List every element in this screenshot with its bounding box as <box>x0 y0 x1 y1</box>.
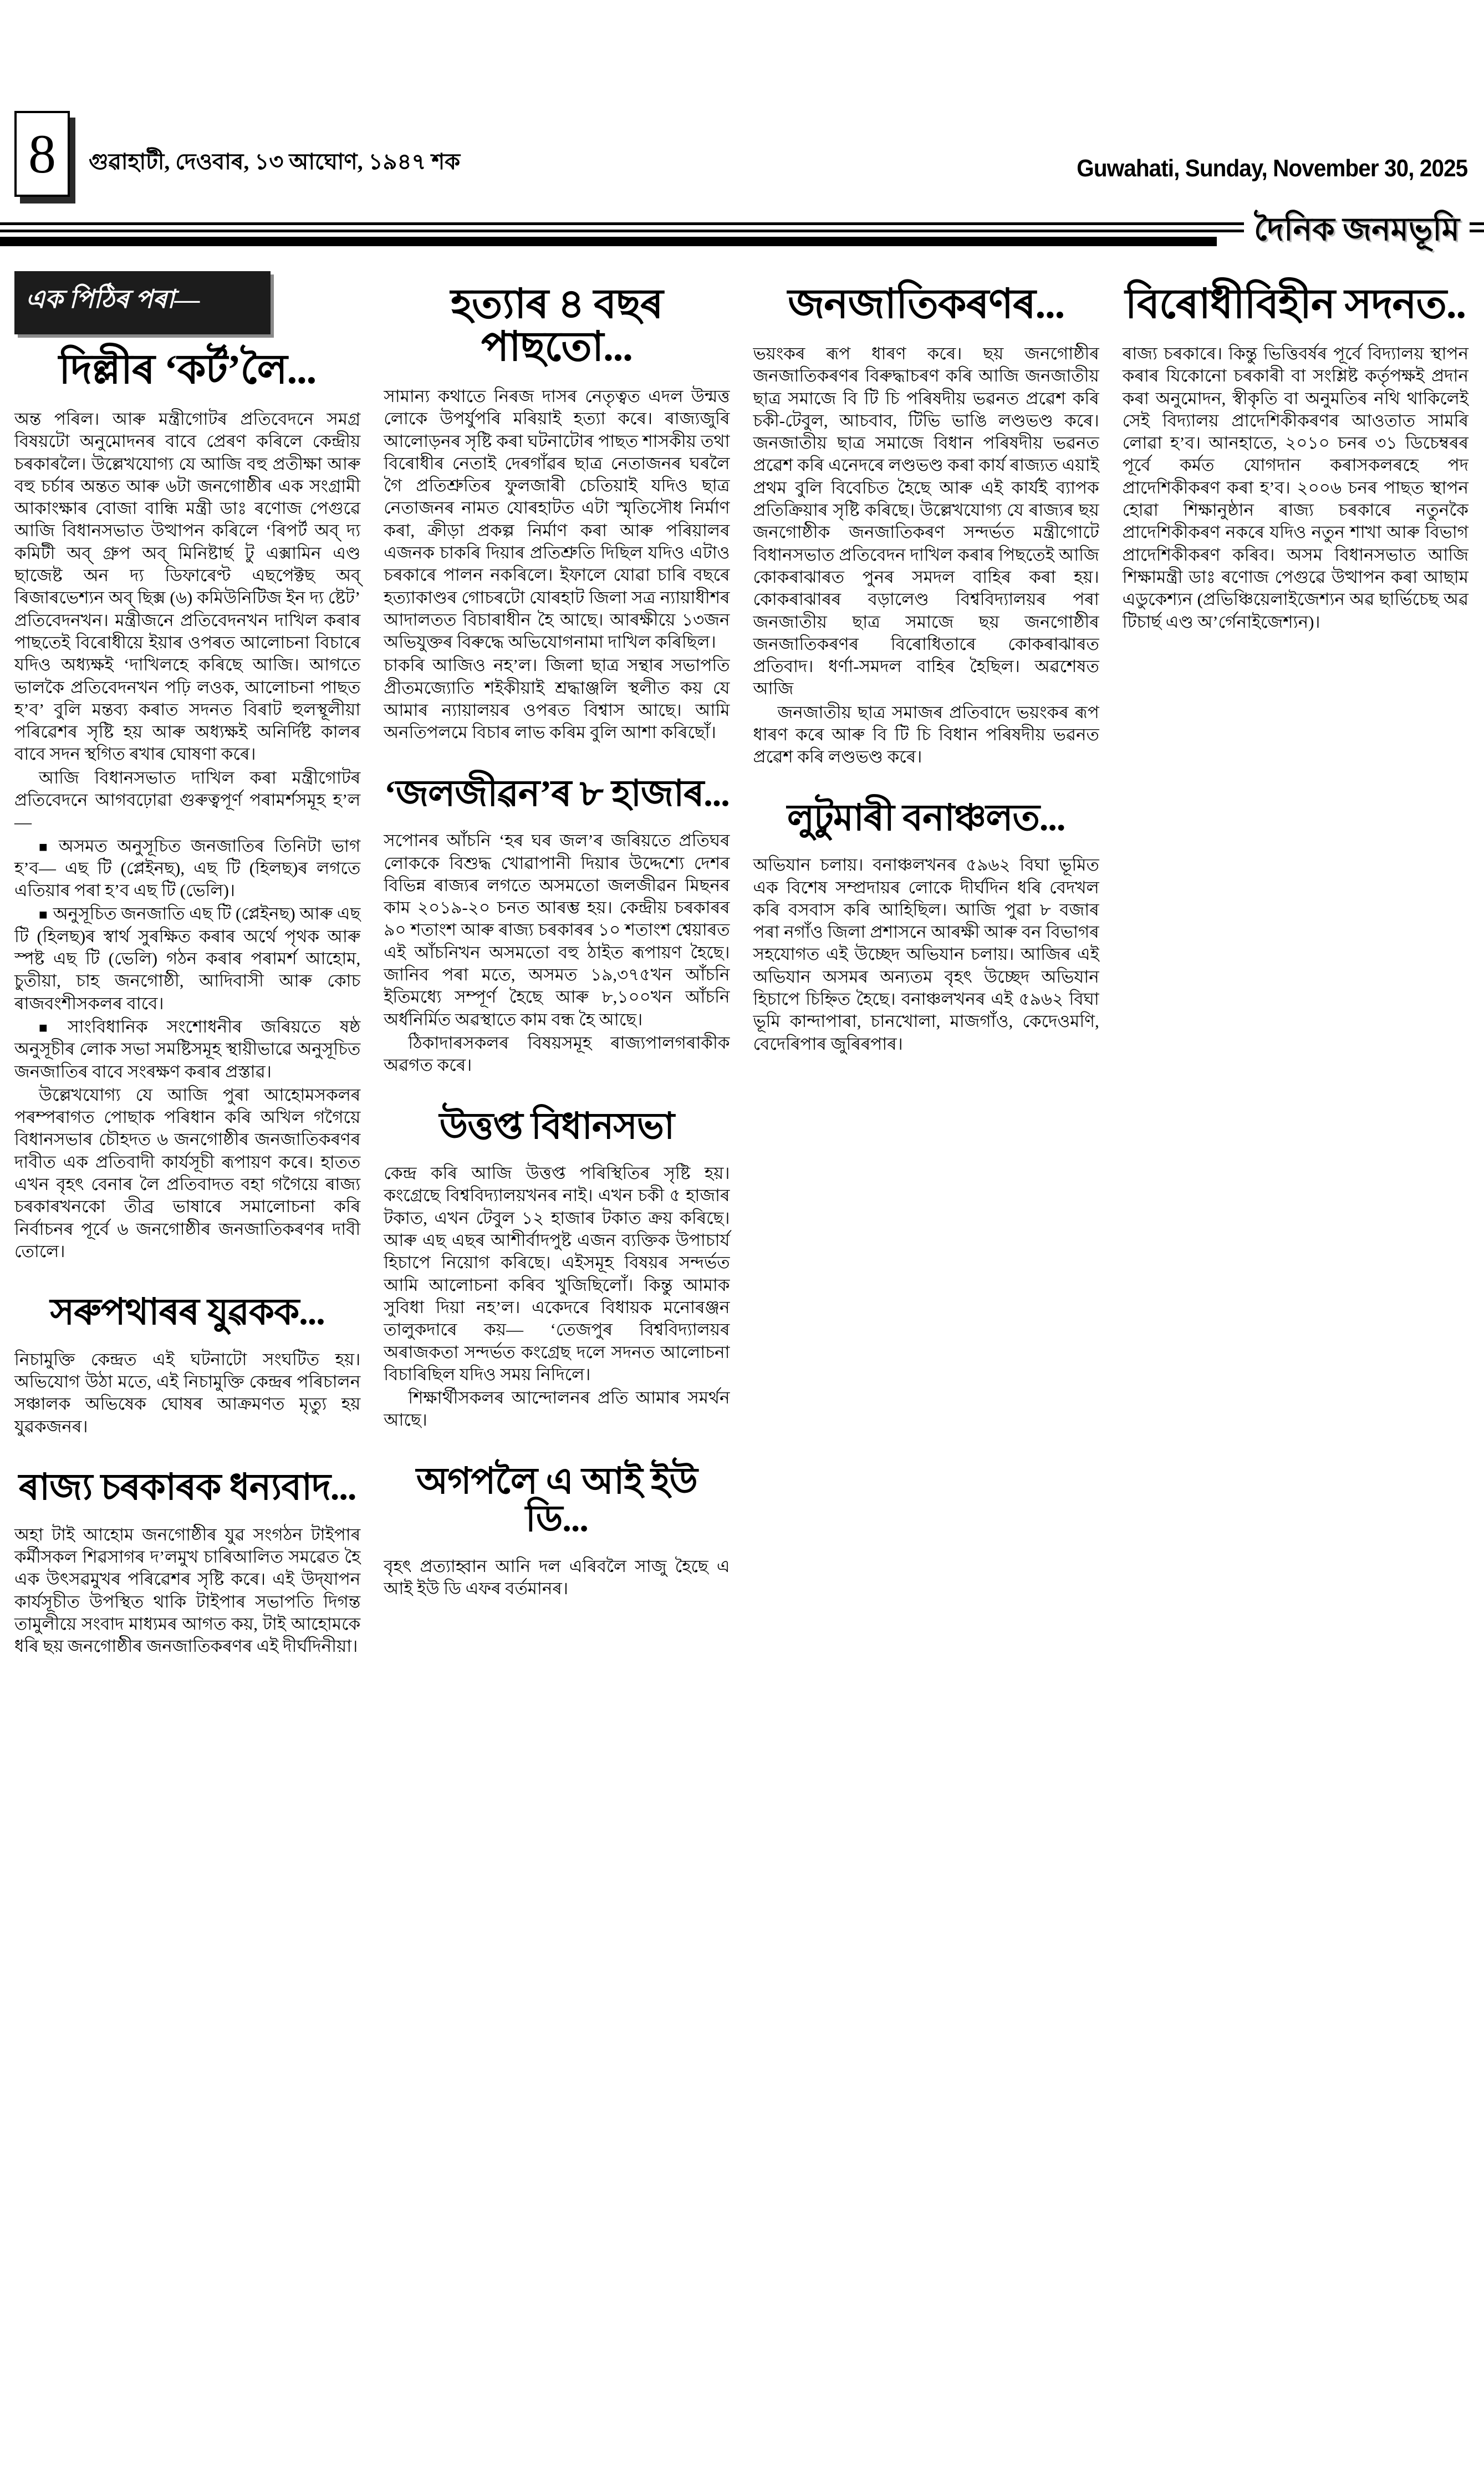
article-headline: হত্যাৰ ৪ বছৰ পাছতো... <box>451 282 663 370</box>
article-headline: সৰুপথাৰৰ যুৱকক... <box>50 1292 325 1333</box>
article-headline: বিৰোধীবিহীন সদনত.. <box>1125 282 1466 327</box>
article-paragraph: সপোনৰ আঁচনি ‘হৰ ঘৰ জল’ৰ জৰিয়তে প্ৰতিঘৰ লোককে বিশুদ্ধ খোৱাপানী দিয়াৰ উদ্দেশ্যে দেশৰ বিভিন্ন ৰাজ্যৰ লগতে অসমতো জলজীৱন মিছনৰ কাম ২০১৯-২০ চনত আৰম্ভ হয়। কেন্দ্ৰীয় চৰকাৰৰ ৯০ শতাংশ আৰু ৰাজ্য চৰকাৰৰ ১০ শতাংশ শ্বেয়াৰত এই আঁচনিখন অসমতো বহু ঠাইত ৰূপায়ণ হৈছে। জানিব পৰা মতে, অসমত ১৯,৩৭৫খন আঁচনি ইতিমধ্যে সম্পূৰ্ণ হৈছে আৰু ৮,১০০খন আঁচনি অৰ্ধনিৰ্মিত অৱস্থাতে কাম বন্ধ হৈ আছে। <box>384 831 730 1029</box>
square-bullet-icon: ■ <box>39 907 48 923</box>
page-header <box>0 0 1484 197</box>
bullet-item <box>14 1016 360 1083</box>
article-headline: উত্তপ্ত বিধানসভা <box>439 1106 675 1147</box>
column-3 <box>753 269 1099 1056</box>
bullet-item <box>14 835 360 902</box>
square-bullet-icon: ■ <box>39 1019 63 1036</box>
article-sarupathar-youth <box>14 1294 360 1438</box>
page-number: 8 <box>28 123 56 185</box>
page-number-box <box>14 111 70 197</box>
article-tribalisation <box>753 283 1099 769</box>
square-bullet-icon: ■ <box>39 838 53 855</box>
article-paragraph: চাকৰি আজিও নহ’ল। জিলা ছাত্ৰ সন্থাৰ সভাপতি প্ৰীতমজ্যোতি শইকীয়াই শ্ৰদ্ধাঞ্জলি স্থলীত কয় যে আমাৰ ন্যায়ালয়ৰ ওপৰত বিশ্বাস আছে। আমি অনতিপলমে বিচাৰ লাভ কৰিম বুলি আশা কৰিছোঁ। <box>384 655 730 742</box>
article-paragraph: জনজাতীয় ছাত্ৰ সমাজৰ প্ৰতিবাদে ভয়ংকৰ ৰূপ ধাৰণ কৰে আৰু বি টি চি বিধান পৰিষদীয় ভৱনত প্ৰৱেশ কৰি লণ্ডভণ্ড কৰে। <box>753 702 1099 767</box>
article-headline: লুটুমাৰী বনাঞ্চলত... <box>787 797 1065 838</box>
column-4 <box>1123 269 1468 634</box>
article-paragraph: উল্লেখযোগ্য যে আজি পুৰা আহোমসকলৰ পৰম্পৰাগত পোছাক পৰিধান কৰি অখিল গগৈয়ে বিধানসভাৰ চৌহদত ৬ জনগোষ্ঠীৰ জনজাতিকৰণৰ দাবীত এক প্ৰতিবাদী কাৰ্যসূচী ৰূপায়ণ কৰে। হাতত এখন বৃহৎ বেনাৰ লৈ প্ৰতিবাদত বহা গগৈয়ে ৰাজ্য চৰকাৰখনকো তীব্ৰ ভাষাৰে সমালোচনা কৰি নিৰ্বাচনৰ পূৰ্বে ৬ জনগোষ্ঠীৰ জনজাতিকৰণৰ দাবী তোলে। <box>14 1085 361 1261</box>
article-agp-aiudf <box>384 1463 730 1600</box>
article-paragraph: কেন্দ্ৰ কৰি আজি উত্তপ্ত পৰিস্থিতিৰ সৃষ্টি হয়। কংগ্ৰেছে বিশ্ববিদ্যালয়খনৰ নাই। এখন চকী ৫ হাজাৰ টকাত, এখন টেবুল ১২ হাজাৰ টকাত ক্ৰয় কৰিছে। আৰু এছ এছৰ আশীৰ্বাদপুষ্ট এজন ব্যক্তিক উপাচাৰ্য হিচাপে নিয়োগ কৰিছে। এইসমূহ বিষয়ৰ সন্দৰ্ভত আমি আলোচনা কৰিব খুজিছিলোঁ। কিন্তু আমাক সুবিধা দিয়া নহ’ল। একেদৰে বিধায়ক মনোৰঞ্জন তালুকদাৰে কয়— ‘তেজপুৰ বিশ্ববিদ্যালয়ৰ অৰাজকতা সন্দৰ্ভত কংগ্ৰেছ দলে সদনত আলোচনা বিচাৰিছিল যদিও সময় নিদিলে। <box>384 1163 730 1384</box>
continued-from-front-label: এক পিঠিৰ পৰা— <box>14 271 271 334</box>
article-paragraph: আজি বিধানসভাত দাখিল কৰা মন্ত্ৰীগোটৰ প্ৰতিবেদনে আগবঢ়োৱা গুৰুত্বপূৰ্ণ পৰামৰ্শসমূহ হ’ল— <box>14 767 361 832</box>
masthead-rule <box>0 212 1484 256</box>
bullet-item <box>14 903 360 1014</box>
article-paragraph: ঠিকাদাৰসকলৰ বিষয়সমূহ ৰাজ্যপালগৰাকীক অৱগত কৰে। <box>384 1032 730 1075</box>
article-paragraph: শিক্ষাৰ্থীসকলৰ আন্দোলনৰ প্ৰতি আমাৰ সমৰ্থন আছে। <box>384 1388 730 1430</box>
article-heated-assembly <box>384 1108 730 1432</box>
column-1 <box>14 269 360 1659</box>
article-paragraph: অন্ত পৰিল। আৰু মন্ত্ৰীগোটৰ প্ৰতিবেদনে সমগ্ৰ বিষয়টো অনুমোদনৰ বাবে প্ৰেৰণ কৰিলে কেন্দ্ৰীয় চৰকাৰলৈ। উল্লেখযোগ্য যে আজি বহু প্ৰতীক্ষা আৰু বহু চৰ্চাৰ অন্তত আৰু ৬টা জনগোষ্ঠীৰ এক সংগ্ৰামী আকাংক্ষাৰ বোজা বান্ধি মন্ত্ৰী ডাঃ ৰণোজ পেগুৱে আজি বিধানসভাত উত্থাপন কৰিলে ‘ৰিপৰ্ট অব্‌ দ্য কমিটী অব্‌ গ্ৰুপ অব্‌ মিনিষ্টাৰ্ছ টু এক্সামিন এণ্ড ছাজেষ্ট অন দ্য ডিফাৰেণ্ট এছপেক্টছ অব্‌ ৰিজাৰভেশ্যন অব্‌ ছিক্স (৬) কমিউনিটিজ ইন দ্য ষ্টেট’ প্ৰতিবেদনখন। মন্ত্ৰীজনে প্ৰতিবেদনখন দাখিল কৰাৰ পাছতেই বিৰোধীয়ে ইয়াৰ ওপৰত আলোচনা বিচাৰে যদিও অধ্যক্ষই ‘দাখিলহে কৰিছে আজি। আগতে ভালকৈ প্ৰতিবেদনখন পঢ়ি লওক, আলোচনা পাছত হ’ব’ বুলি মন্তব্য কৰাত সদনত বিৰাট হুলস্থূলীয়া পৰিৱেশৰ সৃষ্টি হয় আৰু অধ্যক্ষই অনিৰ্দিষ্ট কালৰ বাবে সদন স্থগিত ৰখাৰ ঘোষণা কৰে। <box>14 409 361 764</box>
article-thanks-state-govt <box>14 1469 360 1657</box>
article-headline: অগপলৈ এ আই ইউ ডি... <box>416 1461 697 1540</box>
article-headline: ‘জলজীৱন’ৰ ৮ হাজাৰ... <box>384 773 730 814</box>
article-headline: ৰাজ্য চৰকাৰক ধন্যবাদ... <box>18 1467 356 1508</box>
article-paragraph: নিচামুক্তি কেন্দ্ৰত এই ঘটনাটো সংঘটিত হয়। অভিযোগ উঠা মতে, এই নিচামুক্তি কেন্দ্ৰৰ পৰিচালন সঞ্চালক অভিষেক ঘোষৰ আক্ৰমণত মৃত্যু হয় যুৱকজনৰ। <box>14 1349 361 1436</box>
date-assamese: গুৱাহাটী, দেওবাৰ, ১৩ আঘোণ, ১৯৪৭ শক <box>89 149 461 174</box>
article-oppositionless-house <box>1123 283 1468 633</box>
date-english: Guwahati, Sunday, November 30, 2025 <box>1077 155 1467 182</box>
article-paragraph: ভয়ংকৰ ৰূপ ধাৰণ কৰে। ছয় জনগোষ্ঠীৰ জনজাতিকৰণৰ বিৰুদ্ধাচৰণ কৰি আজি জনজাতীয় ছাত্ৰ সমাজে বি টি চি পৰিষদীয় ভৱনত প্ৰৱেশ কৰি চকী-টেবুল, আচবাব, টিভি ভাঙি লণ্ডভণ্ড কৰে। জনজাতীয় ছাত্ৰ সমাজে বিধান পৰিষদীয় ভৱনত প্ৰৱেশ কৰি এনেদৰে লণ্ডভণ্ড কৰা কাৰ্য ৰাজ্যত এয়াই প্ৰথম বুলি বিবেচিত হৈছে আৰু এই কাৰ্যই ব্যাপক প্ৰতিক্ৰিয়াৰ সৃষ্টি কৰিছে। উল্লেখযোগ্য যে ৰাজ্যৰ ছয় জনগোষ্ঠীক জনজাতিকৰণ সন্দৰ্ভত মন্ত্ৰীগোটে বিধানসভাত প্ৰতিবেদন দাখিল কৰাৰ পিছতেই আজি কোকৰাঝাৰত পুনৰ সমদল বাহিৰ কৰা হয়। কোকৰাঝাৰৰ বড়ালেণ্ড বিশ্ববিদ্যালয়ৰ পৰা জনজাতীয় ছাত্ৰ সমাজে ছয় জনগোষ্ঠীৰ জনজাতিকৰণৰ বিৰোধিতাৰে কোকৰাঝাৰত প্ৰতিবাদ। ধৰ্ণা-সমদল বাহিৰ হৈছিল। অৱশেষত আজি <box>753 343 1099 699</box>
article-headline: দিল্লীৰ ‘কৰ্ট’লৈ... <box>59 347 317 393</box>
article-headline: জনজাতিকৰণৰ... <box>788 282 1065 327</box>
article-paragraph: অহা টাই আহোম জনগোষ্ঠীৰ যুৱ সংগঠন টাইপাৰ কৰ্মীসকল শিৱসাগৰ দ’লমুখ চাৰিআলিত সমৱেত হৈ এক উৎসৱমুখৰ পৰিৱেশৰ সৃষ্টি কৰে। এই উদ্‌যাপন কাৰ্যসূচীত উপস্থিত থাকি টাইপাৰ সভাপতি দিগন্ত তামুলীয়ে সংবাদ মাধ্যমৰ আগত কয়, টাই আহোমকে ধৰি ছয় জনগোষ্ঠীৰ জনজাতিকৰণৰ এই দীৰ্ঘদিনীয়া। <box>14 1524 361 1656</box>
article-paragraph: ৰাজ্য চৰকাৰে। কিন্তু ভিত্তিবৰ্ষৰ পূৰ্বে বিদ্যালয় স্থাপন কৰাৰ যিকোনো চৰকাৰী বা সংশ্লিষ্ট কৰ্তৃপক্ষই প্ৰদান কৰা অনুমোদন, স্বীকৃতি বা অনুমতিৰ নথি থাকিলেই সেই বিদ্যালয় প্ৰাদেশিকীকৰণৰ আওতাত সামৰি লোৱা হ’ব। আনহাতে, ২০১০ চনৰ ৩১ ডিচেম্বৰৰ পূৰ্বে কৰ্মত যোগদান কৰাসকলৰহে পদ প্ৰাদেশিকীকৰণ কৰা হ’ব। ২০০৬ চনৰ পাছত স্থাপন হোৱা শিক্ষানুষ্ঠান ৰাজ্য চৰকাৰে নতুনকৈ প্ৰাদেশিকীকৰণ নকৰে যদিও নতুন শাখা আৰু বিভাগ প্ৰাদেশিকীকৰণ কৰিব। অসম বিধানসভাত আজি শিক্ষামন্ত্ৰী ডাঃ ৰণোজ পেগুৱে উত্থাপন কৰা আছাম এডুকেশ্যন (প্ৰভিঞ্চিয়েলাইজেশ্যন অৱ ছাৰ্ভিচেছ অৱ টিচাৰ্ছ এণ্ড অ’ৰ্গেনাইজেশ্যন)। <box>1122 343 1468 632</box>
column-2 <box>384 269 730 1601</box>
article-delhi-court <box>14 349 360 1263</box>
article-lutumari-forest <box>753 797 1099 1055</box>
news-columns <box>0 256 1484 1681</box>
article-paragraph: সামান্য কথাতে নিৰজ দাসৰ নেতৃত্বত এদল উন্মত্ত লোকে উপৰ্যুপৰি মৰিয়াই হত্যা কৰে। ৰাজ্যজুৰি আলোড়নৰ সৃষ্টি কৰা ঘটনাটোৰ পাছত শাসকীয় তথা বিৰোধীৰ নেতাই দেৰগাঁৱৰ ছাত্ৰ নেতাজনৰ ঘৰলৈ গৈ প্ৰতিশ্ৰুতিৰ ফুলজাৰী চেতিয়াই যদিও ছাত্ৰ নেতাজনৰ নামত যোৰহাটত এটা স্মৃতিসৌধ নিৰ্মাণ কৰা, ক্ৰীড়া প্ৰকল্প নিৰ্মাণ কৰা আৰু পৰিয়ালৰ এজনক চাকৰি দিয়াৰ প্ৰতিশ্ৰুতি দিছিল যদিও এটাও চৰকাৰে পালন নকৰিলে। ইফালে যোৱা চাৰি বছৰে হত্যাকাণ্ডৰ গোচৰটো যোৰহাট জিলা সত্ৰ ন্যায়াধীশৰ আদালতত বিচাৰাধীন হৈ আছে। আৰক্ষীয়ে ১৩জন অভিযুক্তৰ বিৰুদ্ধে অভিযোগনামা দাখিল কৰিছিল। <box>384 386 730 652</box>
article-jal-jeevan <box>384 775 730 1077</box>
article-paragraph: বৃহৎ প্ৰত্যাহ্বান আনি দল এৰিবলৈ সাজু হৈছে এ আই ইউ ডি এফৰ বৰ্তমানৰ। <box>384 1556 730 1599</box>
rule-thick-bar <box>0 237 1217 246</box>
article-murder-4-years <box>384 283 730 744</box>
bullet-text: অনুসূচিত জনজাতি এছ টি (প্লেইনছ) আৰু এছ টি (হিলছ)ৰ স্বাৰ্থ সুৰক্ষিত কৰাৰ অৰ্থে পৃথক আৰু স্পষ্ট এছ টি (ভেলি) গঠন কৰাৰ পৰামৰ্শ আহোম, চুতীয়া, চাহ জনগোষ্ঠী, আদিবাসী আৰু কোচ ৰাজবংশীসকলৰ বাবে। <box>14 904 361 1013</box>
newspaper-masthead: দৈনিক জনমভূমি <box>1244 205 1470 258</box>
bullet-text: সাংবিধানিক সংশোধনীৰ জৰিয়তে ষষ্ঠ অনুসূচীৰ লোক সভা সমষ্টিসমূহ স্থায়ীভাৱে অনুসূচিত জনজাতিৰ বাবে সংৰক্ষণ কৰাৰ প্ৰস্তাৱ। <box>14 1016 361 1081</box>
bullet-text: অসমত অনুসূচিত জনজাতিৰ তিনিটা ভাগ হ’ব— এছ টি (প্লেইনছ), এছ টি (হিলছ)ৰ লগতে এতিয়াৰ পৰা হ’ব এছ টি (ভেলি)। <box>14 836 361 901</box>
article-paragraph: অভিযান চলায়। বনাঞ্চলখনৰ ৫৯৬২ বিঘা ভূমিত এক বিশেষ সম্প্ৰদায়ৰ লোকে দীৰ্ঘদিন ধৰি বেদখল কৰি বসবাস কৰি আহিছিল। আজি পুৱা ৮ বজাৰ পৰা নগাঁও জিলা প্ৰশাসনে আৰক্ষী আৰু বন বিভাগৰ সহযোগত এই উচ্ছেদ অভিযান চলায়। আজিৰ এই অভিযান অসমৰ অন্যতম বৃহৎ উচ্ছেদ অভিযান হিচাপে চিহ্নিত হৈছে। বনাঞ্চলখনৰ এই ৫৯৬২ বিঘা ভূমি কান্দাপাৰা, চানখোলা, মাজগাঁও, কেদেওমণি, বেদেৰিপাৰ জুৰিৰপাৰ। <box>753 855 1099 1054</box>
